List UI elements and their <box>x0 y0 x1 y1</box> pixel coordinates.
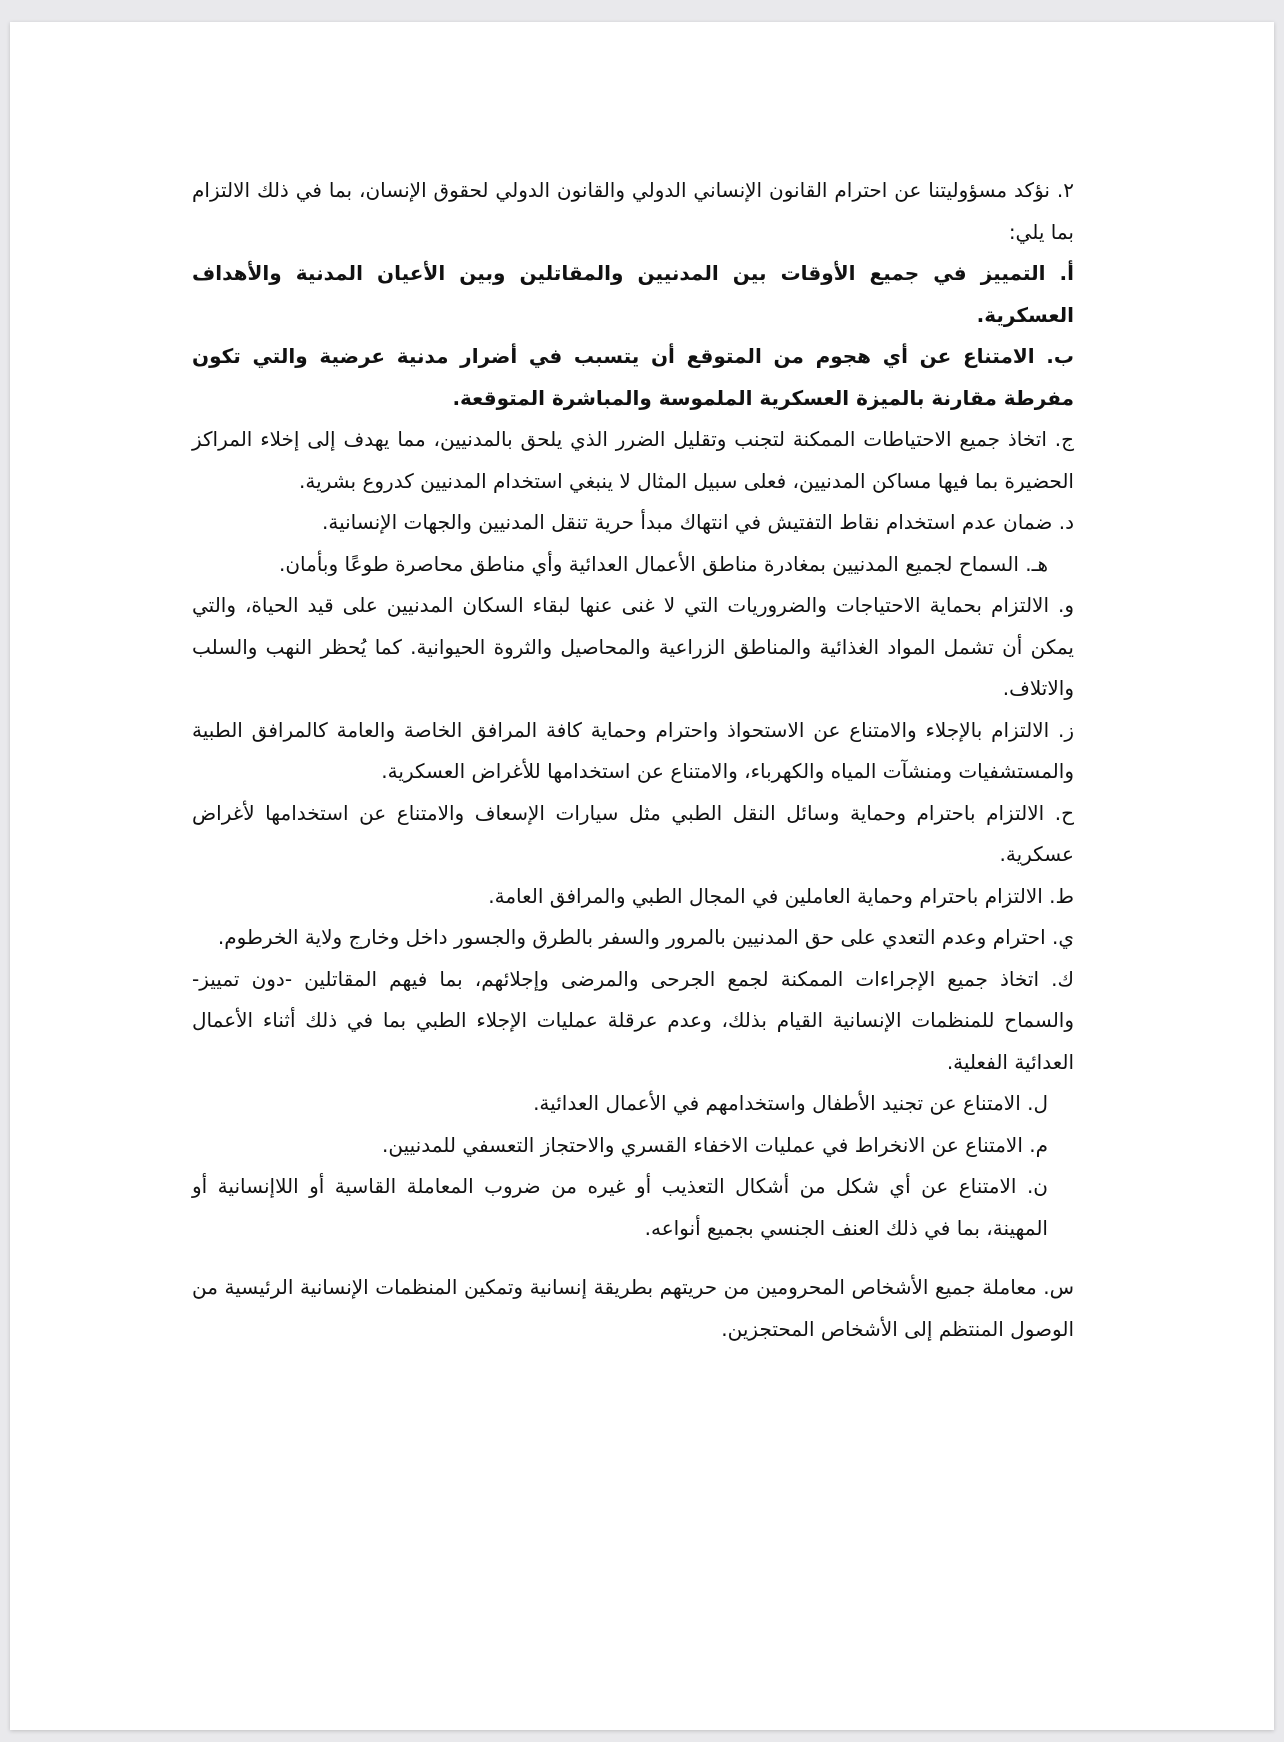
list-item-alef: أ. التمييز في جميع الأوقات بين المدنيين والمقاتلين وبين الأعيان المدنية والأهداف العسكرية. <box>192 261 1074 327</box>
list-item-sin: س. معاملة جميع الأشخاص المحرومين من حريتهم بطريقة إنسانية وتمكين المنظمات الإنسانية الرئيسية من الوصول المنتظم إلى الأشخاص المحتجزين. <box>192 1275 1074 1341</box>
list-item-lam: ل. الامتناع عن تجنيد الأطفال واستخدامهم في الأعمال العدائية. <box>533 1091 1048 1115</box>
list-item-ta: ط. الالتزام باحترام وحماية العاملين في المجال الطبي والمرافق العامة. <box>488 883 1074 908</box>
document-page <box>10 22 1274 1730</box>
list-item-dal: د. ضمان عدم استخدام نقاط التفتيش في انتهاك مبدأ حرية تنقل المدنيين والجهات الإنسانية. <box>321 510 1074 534</box>
list-item-ba: ب. الامتناع عن أي هجوم من المتوقع أن يتسبب في أضرار مدنية عرضية والتي تكون مفرطة مقارنة بالميزة العسكرية الملموسة والمباشرة المتوقعة. <box>192 344 1074 410</box>
list-item-waw: و. الالتزام بحماية الاحتياجات والضروريات التي لا غنى عنها لبقاء السكان المدنيين على قيد الحياة، والتي يمكن أن تشمل المواد الغذائية والمناطق الزراعية والمحاصيل والثروة الحيوانية. كما يُحظر النهب والسلب والاتلاف. <box>192 593 1074 700</box>
list-item-ha: هـ. السماح لجميع المدنيين بمغادرة مناطق الأعمال العدائية وأي مناطق محاصرة طوعًا وبأمان. <box>278 551 1048 576</box>
list-item-jim: ج. اتخاذ جميع الاحتياطات الممكنة لتجنب وتقليل الضرر الذي يلحق بالمدنيين، مما يهدف إلى إخلاء المراكز الحضيرة بما فيها مساكن المدنيين، فعلى سبيل المثال لا ينبغي استخدام المدنيين كدروع بشرية. <box>192 427 1074 493</box>
list-item-ya: ي. احترام وعدم التعدي على حق المدنيين بالمرور والسفر بالطرق والجسور داخل وخارج ولاية الخرطوم. <box>217 925 1074 949</box>
list-item-kaf: ك. اتخاذ جميع الإجراءات الممكنة لجمع الجرحى والمرضى وإجلائهم، بما فيهم المقاتلين -دون تمييز- والسماح للمنظمات الإنسانية القيام بذلك، وعدم عرقلة عمليات الإجلاء الطبي بما في ذلك أثناء الأعمال العدائية الفعلية. <box>192 966 1074 1074</box>
list-item-mim: م. الامتناع عن الانخراط في عمليات الاخفاء القسري والاحتجاز التعسفي للمدنيين. <box>382 1132 1048 1157</box>
list-item-zay: ز. الالتزام بالإجلاء والامتناع عن الاستحواذ واحترام وحماية كافة المرافق الخاصة والعامة كالمرافق الطبية والمستشفيات ومنشآت المياه والكهرباء، والامتناع عن استخدامها للأغراض العسكرية. <box>192 717 1074 783</box>
list-item-nun: ن. الامتناع عن أي شكل من أشكال التعذيب أو غيره من ضروب المعاملة القاسية أو اللاإنسانية أو المهينة، بما في ذلك العنف الجنسي بجميع أنواعه. <box>192 1174 1048 1240</box>
list-item-ha2: ح. الالتزام باحترام وحماية وسائل النقل الطبي مثل سيارات الإسعاف والامتناع عن استخدامها لأغراض عسكرية. <box>192 800 1074 866</box>
document-body <box>192 170 1074 1350</box>
paragraph-intro: ٢. نؤكد مسؤوليتنا عن احترام القانون الإنساني الدولي والقانون الدولي لحقوق الإنسان، بما في ذلك الالتزام بما يلي: <box>192 178 1074 244</box>
